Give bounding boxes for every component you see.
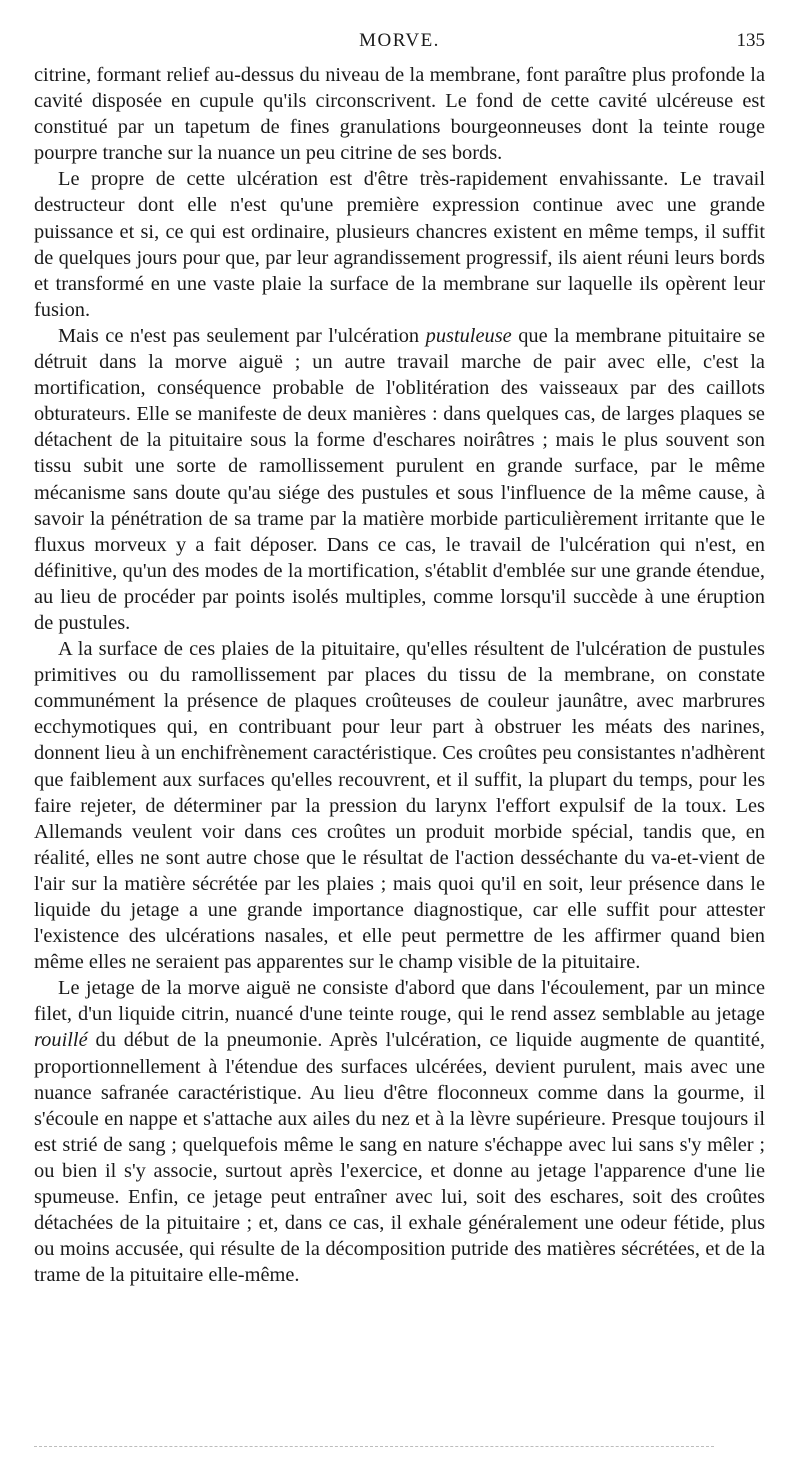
paragraph-ulceration-envahissante: Le propre de cette ulcération est d'être très-rapidement envahissante. Le travail destructeur dont elle n'est qu'une première expression continue avec une grande puissance et si, ce qui est ordinaire, plusieurs chancres existent en même temps, il suffit de quelques jours pour que, par leur agrandissement progressif, ils aient réuni leurs bords et transformé en une vaste plaie la surface de la membrane sur laquelle ils opèrent leur fusion. xyxy=(34,168,765,321)
running-title: MORVE. xyxy=(359,30,440,51)
italic-term: rouillé xyxy=(34,1029,88,1052)
paragraph-mortification: Mais ce n'est pas seulement par l'ulcération pustuleuse que la membrane pituitaire se détruit dans la morve aiguë ; un autre travail marche de pair avec elle, c'est la mortification, conséquence probable de l'oblitération des vaisseaux par des caillots obturateurs. Elle se manifeste de deux manières : dans quelques cas, de larges plaques se détachent de la pituitaire sous la forme d'eschares noirâtres ; mais le plus souvent son tissu subit une sorte de ramollissement purulent en grande surface, par le même mécanisme sans doute qu'au siége des pustules et sous l'influence de la même cause, à savoir la pénétration de sa trame par la matière morbide particulièrement irritante que le fluxus morveux y a fait déposer. Dans ce cas, le travail de l'ulcération qui n'est, en définitive, qu'un des modes de la mortification, s'établit d'emblée sur une grande étendue, au lieu de procéder par points isolés multiples, comme lorsqu'il succède à une éruption de pustules. xyxy=(34,324,765,634)
body-text xyxy=(34,62,765,1288)
bottom-edge-marks xyxy=(34,1446,714,1447)
page-number: 135 xyxy=(736,30,765,51)
paragraph-jetage: Le jetage de la morve aiguë ne consiste d'abord que dans l'écoulement, par un mince filet, d'un liquide citrin, nuancé d'une teinte rouge, qui le rend assez semblable au jetage rouillé du début de la pneumonie. Après l'ulcération, ce liquide augmente de quantité, proportionnellement à l'étendue des surfaces ulcérées, devient purulent, mais avec une nuance safranée caractéristique. Au lieu d'être floconneux comme dans la gourme, il s'écoule en nappe et s'attache aux ailes du nez et à la lèvre supérieure. Presque toujours il est strié de sang ; quelquefois même le sang en nature s'échappe avec lui sans s'y mêler ; ou bien il s'y associe, surtout après l'exercice, et donne au jetage l'apparence d'une lie spumeuse. Enfin, ce jetage peut entraîner avec lui, soit des eschares, soit des croûtes détachées de la pituitaire ; et, dans ce cas, il exhale généralement une odeur fétide, plus ou moins accusée, qui résulte de la décomposition putride des matières sécrétées, et de la trame de la pituitaire elle-même. xyxy=(34,977,765,1287)
page-header xyxy=(34,30,765,56)
paragraph-continuation: citrine, formant relief au-dessus du niveau de la membrane, font paraître plus profonde la cavité disposée en cupule qu'ils circonscrivent. Le fond de cette cavité ulcéreuse est constitué par un tapetum de fines granulations bourgeonneuses dont la teinte rouge pourpre tranche sur la nuance un peu citrine de ses bords. xyxy=(34,64,765,165)
paragraph-plaques-crouteuses: A la surface de ces plaies de la pituitaire, qu'elles résultent de l'ulcération de pustules primitives ou du ramollissement par places du tissu de la membrane, on constate communément la présence de plaques croûteuses de couleur jaunâtre, avec marbrures ecchymotiques qui, en contribuant pour leur part à obstruer les méats des narines, donnent lieu à un enchifrènement caractéristique. Ces croûtes peu consistantes n'adhèrent que faiblement aux surfaces qu'elles recouvrent, et il suffit, la plupart du temps, pour les faire rejeter, de déterminer par la pression du larynx l'effort expulsif de la toux. Les Allemands veulent voir dans ces croûtes un produit morbide spécial, tandis que, en réalité, elles ne sont autre chose que le résultat de l'action desséchante du va-et-vient de l'air sur la matière sécrétée par les plaies ; mais quoi qu'il en soit, leur présence dans le liquide du jetage a une grande importance diagnostique, car elle suffit pour attester l'existence des ulcérations nasales, et elle peut permettre de les affirmer quand bien même elles ne seraient pas apparentes sur le champ visible de la pituitaire. xyxy=(34,638,765,974)
italic-term: pustuleuse xyxy=(425,324,512,347)
